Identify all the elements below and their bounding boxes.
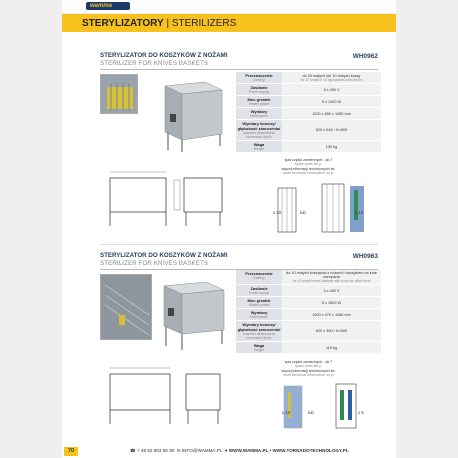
spec-value: 620 x 646 / H=500 bbox=[315, 128, 348, 132]
spare-parts-note: spis części zamiennych - str.7 bbox=[284, 360, 333, 364]
spec-row bbox=[236, 84, 381, 96]
spec-value: 130 kg bbox=[325, 144, 338, 149]
spec-label-en: chamber dimensions/ immersion depth bbox=[242, 332, 276, 340]
spec-row bbox=[236, 270, 381, 285]
spec-row bbox=[236, 297, 381, 309]
qty-big: x 5 bbox=[358, 410, 364, 415]
spec-value: 9 x 1400 W bbox=[321, 99, 342, 104]
category-subtitle: | STERILIZERS bbox=[166, 18, 237, 29]
spec-label: Zasilanie bbox=[250, 85, 268, 90]
footer-email[interactable]: INFO@WAMMA.PL bbox=[181, 448, 223, 453]
section2-baskets-image bbox=[276, 380, 384, 432]
page-number: 70 bbox=[64, 447, 78, 456]
tech-info-note-en: more technical information on p. bbox=[282, 171, 335, 176]
tech-info-note-en: more technical information on p. bbox=[282, 373, 335, 378]
spec-label: Zasilanie bbox=[250, 286, 268, 291]
spec-value: 3 x 400 V bbox=[323, 288, 340, 293]
spec-label-en: Heater power bbox=[248, 303, 270, 307]
spec-row bbox=[236, 321, 381, 342]
spec-value: 6 x 1500 W bbox=[321, 300, 342, 305]
spec-label: Waga bbox=[253, 142, 265, 147]
spec-label: Przeznaczenie bbox=[245, 73, 273, 78]
footer-phone: + 48 52 583 95 30 bbox=[137, 448, 175, 453]
footer-web[interactable]: WWW.WAMMA.PL • WWW.TORNADOTECHNOLOGY.PL bbox=[228, 448, 349, 453]
footer-contact bbox=[130, 448, 349, 454]
spec-label-en: Weight bbox=[253, 147, 265, 151]
category-title: STERYLIZATORY bbox=[82, 18, 164, 29]
spec-row bbox=[236, 342, 381, 354]
spec-label: Moc grzałek bbox=[247, 97, 271, 102]
tech-info-note: więcej informacji technicznych str. bbox=[281, 166, 336, 171]
section-divider bbox=[100, 244, 378, 245]
spec-label: Wymiary bbox=[250, 310, 268, 315]
phone-icon: ☎ bbox=[130, 448, 136, 453]
spec-value: 620 x 390 / H=500 bbox=[315, 329, 348, 333]
spec-label-en: Heater power bbox=[248, 102, 270, 106]
spec-value: do 20 małych lub 10 dużych koszy bbox=[302, 73, 361, 78]
spare-parts-note-en: spare parts list p. bbox=[294, 364, 323, 369]
spec-label-en: Destiny bbox=[253, 78, 265, 82]
section1-subtitle: STERILIZER FOR KNIVES BASKETS bbox=[100, 60, 209, 67]
spec-row bbox=[236, 309, 381, 321]
spec-value-en: for 20 small or 10 big baskets with knives bbox=[300, 77, 363, 82]
spec-label-en: Dimensions bbox=[250, 315, 268, 319]
spec-value: 110 kg bbox=[325, 345, 338, 350]
section2-notes bbox=[236, 360, 381, 378]
qty-small: x 10 bbox=[282, 410, 291, 415]
qty-or: lub bbox=[300, 210, 306, 215]
spare-parts-note: spis części zamiennych - str.7 bbox=[284, 158, 333, 162]
section1-tech-drawing bbox=[102, 166, 232, 232]
section1-code: WH0962 bbox=[352, 53, 378, 60]
section1-rule bbox=[100, 69, 378, 70]
spec-value: 1000 x 650 x 1080 mm bbox=[312, 111, 351, 116]
spec-value: do 10 małych koszyków z nożami i haczykiem na inne narzędzia bbox=[286, 271, 377, 279]
section2-subtitle: STERILIZER FOR KNIVES BASKETS bbox=[100, 260, 209, 267]
spec-row bbox=[236, 108, 381, 120]
spec-value-en: for 10 small knives baskets with hook for other tools bbox=[292, 279, 371, 283]
qty-big: x 10 bbox=[355, 210, 364, 215]
section2-detail-photo bbox=[100, 274, 152, 340]
section1-spec-table bbox=[236, 72, 381, 153]
spec-label: Przeznaczenie bbox=[245, 271, 273, 276]
spec-label-en: Dimensions bbox=[250, 114, 268, 118]
category-banner bbox=[62, 14, 396, 32]
brand-logo: wamma bbox=[86, 2, 130, 10]
section2-machine-photo bbox=[154, 276, 234, 354]
spec-label: Waga bbox=[253, 343, 265, 348]
globe-icon: ● bbox=[224, 448, 228, 453]
section2-title: STERYLIZATOR DO KOSZYKÓW Z NOŻAMI bbox=[100, 252, 228, 259]
spec-row bbox=[236, 72, 381, 84]
spec-row bbox=[236, 141, 381, 153]
spec-label-en: Weight bbox=[253, 348, 265, 352]
section1-title: STERYLIZATOR DO KOSZYKÓW Z NOŻAMI bbox=[100, 52, 228, 59]
tech-info-note: więcej informacji technicznych str. bbox=[281, 368, 336, 373]
spare-parts-note-en: spare parts list p. bbox=[294, 162, 323, 167]
spec-label-en: Destiny bbox=[253, 276, 265, 280]
spec-label: Wymiary komory/ głębokość zanurzenia/ bbox=[237, 121, 281, 131]
spec-value: 1000 x 470 x 1080 mm bbox=[312, 312, 351, 317]
spec-row bbox=[236, 120, 381, 141]
section1-machine-photo bbox=[140, 76, 232, 156]
qty-or: lub bbox=[308, 410, 314, 415]
spec-row bbox=[236, 96, 381, 108]
spec-label: Wymiary bbox=[250, 109, 268, 114]
spec-row bbox=[236, 285, 381, 297]
section2-tech-drawing bbox=[102, 362, 232, 430]
spec-label-en: Power supply bbox=[248, 291, 270, 295]
qty-small: x 20 bbox=[273, 210, 282, 215]
spec-label: Wymiary komory/ głębokość zanurzenia/ bbox=[237, 322, 281, 332]
spec-label-en: Power supply bbox=[248, 90, 270, 94]
mail-icon: ✉ bbox=[176, 448, 181, 453]
spec-label-en: chamber dimensions/ immersion depth bbox=[242, 131, 276, 139]
section1-notes bbox=[236, 158, 381, 176]
section2-code: WH0963 bbox=[352, 253, 378, 260]
section1-baskets-image bbox=[272, 180, 382, 236]
spec-value: 3 x 400 V bbox=[323, 87, 340, 92]
section2-spec-table bbox=[236, 270, 381, 354]
section1-detail-photo bbox=[100, 74, 138, 114]
spec-label: Moc grzałek bbox=[247, 298, 271, 303]
